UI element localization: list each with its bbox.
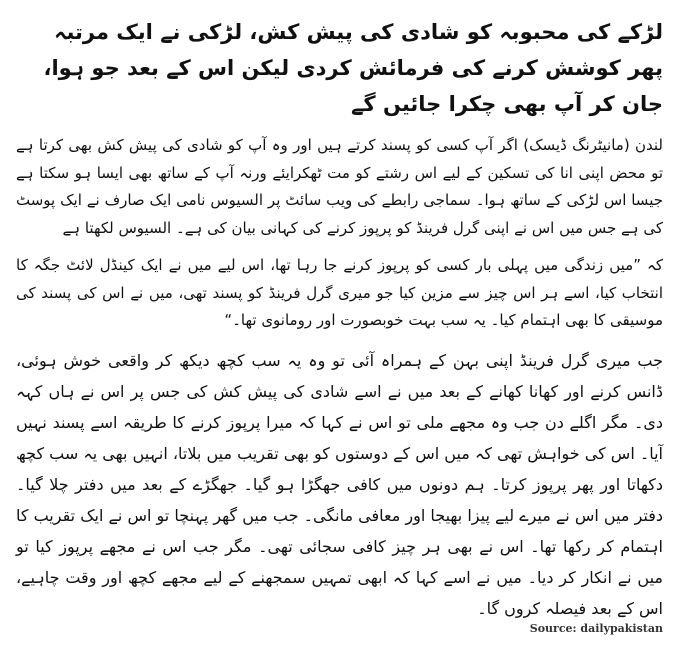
article-paragraph: لندن (مانیٹرنگ ڈیسک) اگر آپ کسی کو پسند کرتے ہیں اور وہ آپ کو شادی کی پیش کش بھی کرتا ہے تو محض اپنی انا کی تسکین کے لیے اس رشتے کو مت ٹھکرایئے ورنہ آپ کے ساتھ بھی ایسا ہو سکتا ہے جیسا اس لڑکی کے ساتھ ہوا۔ سماجی رابطے کی ویب سائٹ پر السیوس نامی ایک صارف نے ایک پوسٹ کی ہے جس میں اس نے اپنی گرل فرینڈ کو پرپوز کرنے کی کہانی بیان کی ہے۔ السیوس لکھتا ہے (16, 136, 663, 237)
article-paragraph: جب میری گرل فرینڈ اپنی بہن کے ہمراہ آئی تو وہ یہ سب کچھ دیکھ کر واقعی خوش ہوئی، ڈانس کرنے اور کھانا کھانے کے بعد میں نے اسے شادی کی پیش کش کی جس پر اس نے ہاں کہہ دی۔ مگر اگلے دن جب وہ مجھے ملی تو اس نے کہا کہ میرا پرپوز کرنے کا طریقہ اسے پسند نہیں آیا۔ اس کی خواہش تھی کہ میں اس کے دوستوں کو بھی تقریب میں بلاتا، انہیں بھی یہ سب کچھ دکھاتا اور پھر پرپوز کرتا۔ ہم دونوں میں کافی جھگڑا ہو گیا۔ جھگڑے کے بعد میں دفتر چلا گیا۔ دفتر میں اس نے میرے لیے پیزا بھیجا اور معافی مانگی۔ جب میں گھر پہنچا تو اس نے ایک تقریب کا اہتمام کر رکھا تھا۔ اس نے بھی ہر چیز کافی سجائی تھی۔ مگر جب اس نے مجھے پرپوز کیا تو میں نے انکار کر دیا۔ میں نے اسے کہا کہ ابھی تمہیں سمجھنے کے لیے مجھے کچھ اور وقت چاہیے، اس کے بعد فیصلہ کروں گا۔ (16, 350, 663, 618)
article-headline: لڑکے کی محبوبہ کو شادی کی پیش کش، لڑکی نے ایک مرتبہ پھر کوشش کرنے کی فرمائش کردی لیکن اس کے بعد جو ہوا، جان کر آپ بھی چکرا جائیں گے (43, 20, 663, 116)
article-quote-paragraph: کہ ”میں زندگی میں پہلی بار کسی کو پرپوز کرنے جا رہا تھا، اس لیے میں نے ایک کینڈل لائٹ جگہ کا انتخاب کیا، اسے ہر اس چیز سے مزین کیا جو میری گرل فرینڈ کو پسند تھی، میں نے اس کی پسند کی موسیقی کا بھی اہتمام کیا۔ یہ سب بہت خوبصورت اور رومانوی تھا۔“ (16, 256, 663, 329)
source-credit: Source: dailypakistan (529, 622, 663, 635)
